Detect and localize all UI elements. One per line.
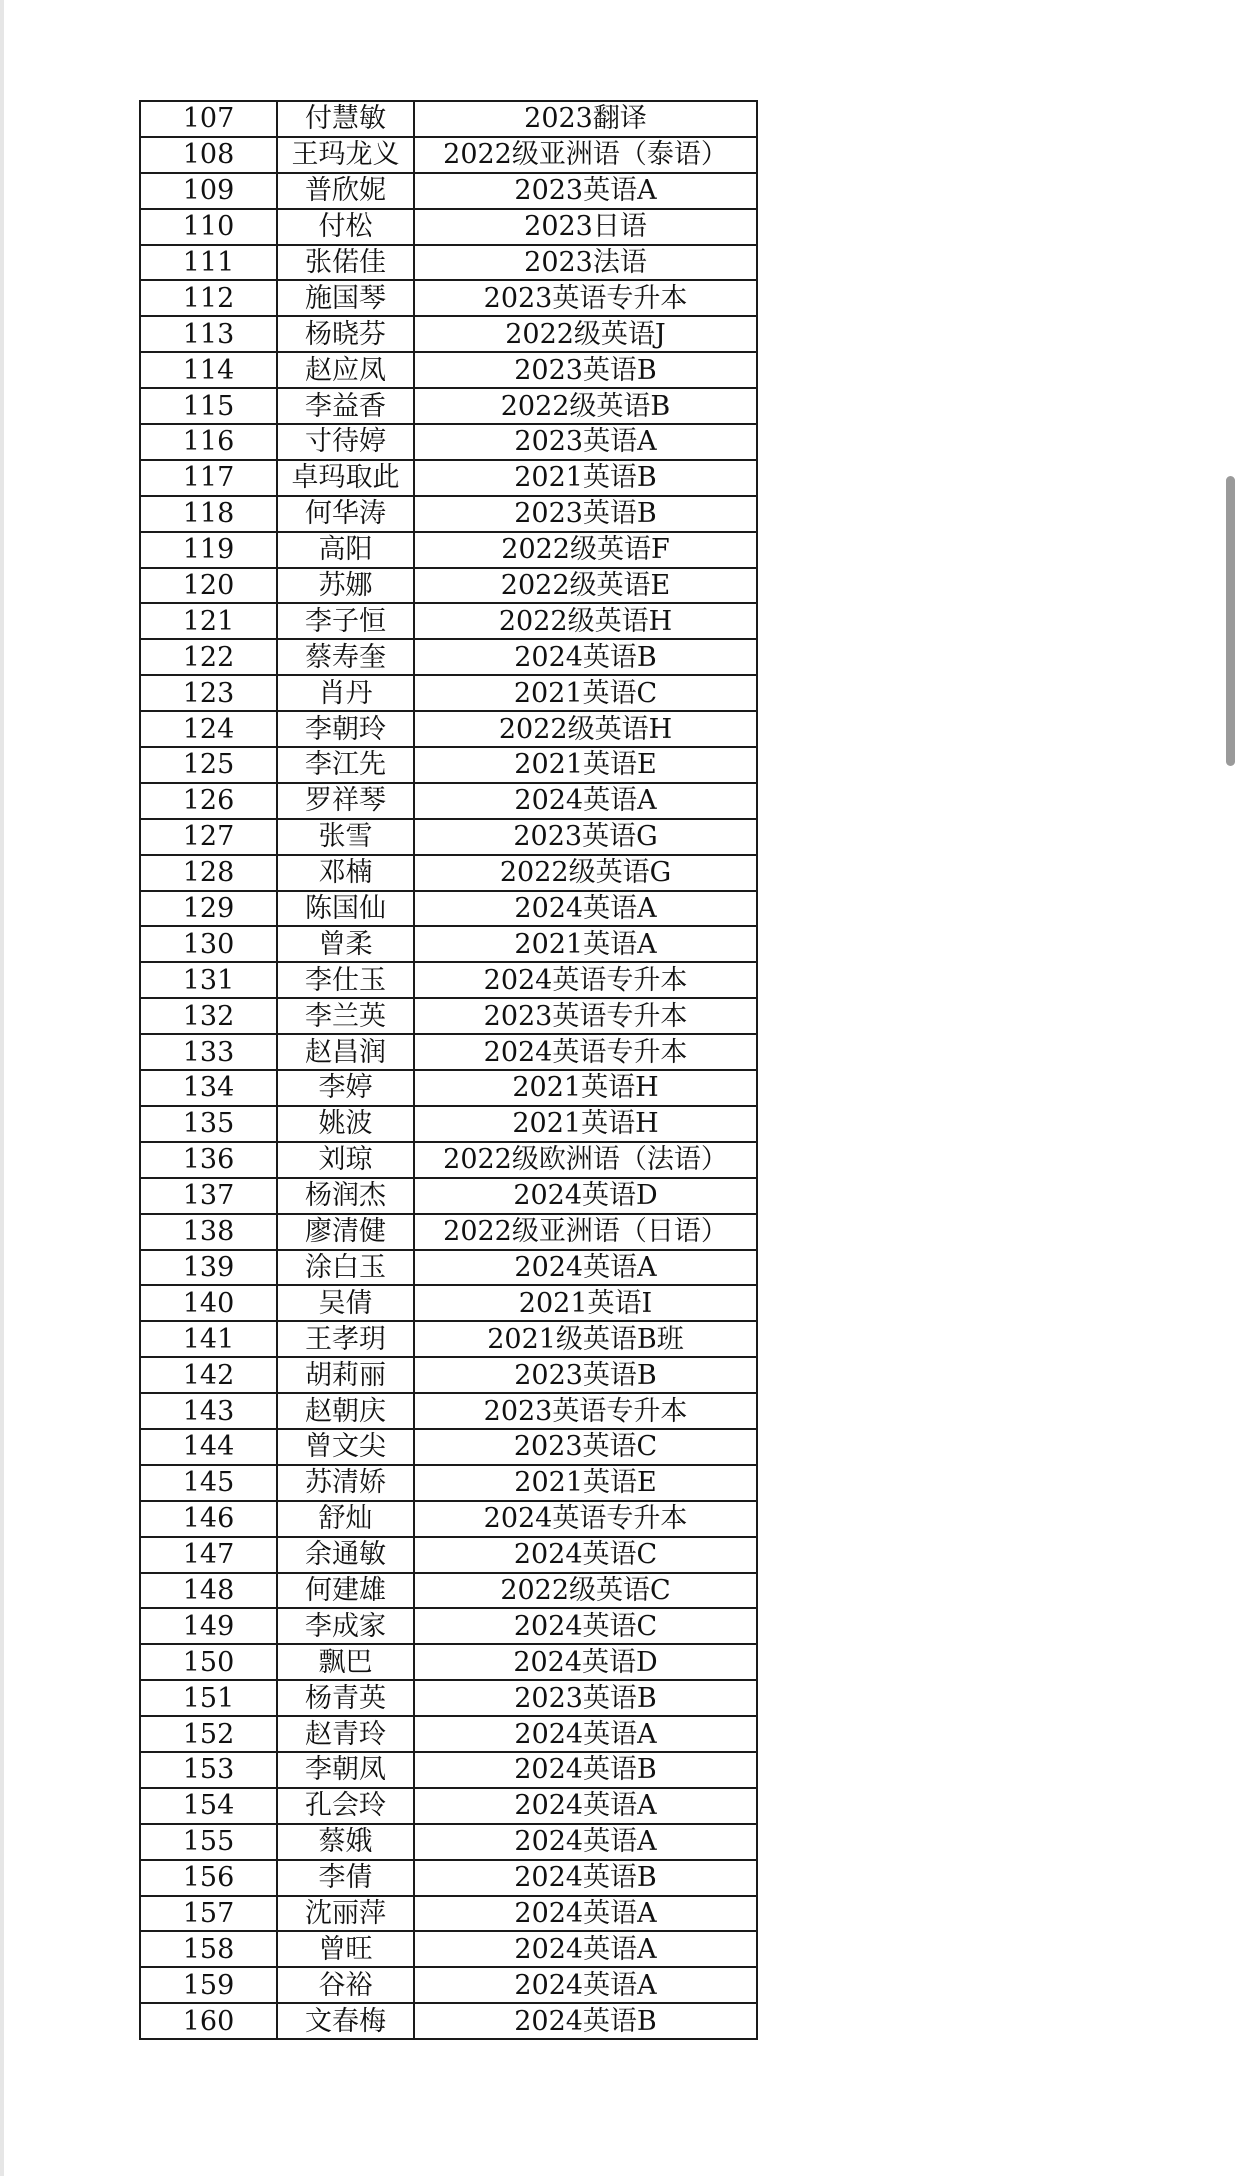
student-name-cell: 李朝凤 bbox=[277, 1752, 414, 1788]
table-row bbox=[140, 1573, 757, 1609]
table-row bbox=[140, 173, 757, 209]
student-name-cell: 杨润杰 bbox=[277, 1178, 414, 1214]
row-number-cell: 113 bbox=[140, 316, 277, 352]
row-number-cell: 135 bbox=[140, 1106, 277, 1142]
row-number-cell: 136 bbox=[140, 1142, 277, 1178]
table-row bbox=[140, 532, 757, 568]
roster-body bbox=[140, 101, 757, 2039]
class-name-cell: 2021级英语B班 bbox=[414, 1321, 757, 1357]
class-name-cell: 2024英语A bbox=[414, 1788, 757, 1824]
row-number-cell: 109 bbox=[140, 173, 277, 209]
roster-table bbox=[139, 100, 758, 2040]
table-row bbox=[140, 1034, 757, 1070]
table-row bbox=[140, 245, 757, 281]
student-name-cell: 舒灿 bbox=[277, 1501, 414, 1537]
table-row bbox=[140, 280, 757, 316]
row-number-cell: 145 bbox=[140, 1465, 277, 1501]
table-row bbox=[140, 1106, 757, 1142]
student-name-cell: 赵应凤 bbox=[277, 352, 414, 388]
student-name-cell: 沈丽萍 bbox=[277, 1896, 414, 1932]
class-name-cell: 2024英语D bbox=[414, 1644, 757, 1680]
student-name-cell: 曾柔 bbox=[277, 926, 414, 962]
class-name-cell: 2024英语专升本 bbox=[414, 962, 757, 998]
row-number-cell: 125 bbox=[140, 747, 277, 783]
row-number-cell: 154 bbox=[140, 1788, 277, 1824]
class-name-cell: 2022级亚洲语（日语） bbox=[414, 1214, 757, 1250]
row-number-cell: 124 bbox=[140, 711, 277, 747]
table-row bbox=[140, 1393, 757, 1429]
row-number-cell: 111 bbox=[140, 245, 277, 281]
row-number-cell: 119 bbox=[140, 532, 277, 568]
class-name-cell: 2021英语H bbox=[414, 1106, 757, 1142]
student-name-cell: 谷裕 bbox=[277, 1967, 414, 2003]
row-number-cell: 122 bbox=[140, 639, 277, 675]
class-name-cell: 2024英语A bbox=[414, 1967, 757, 2003]
table-row bbox=[140, 639, 757, 675]
class-name-cell: 2024英语B bbox=[414, 1860, 757, 1896]
table-row bbox=[140, 926, 757, 962]
student-name-cell: 肖丹 bbox=[277, 675, 414, 711]
class-name-cell: 2023英语B bbox=[414, 1357, 757, 1393]
row-number-cell: 142 bbox=[140, 1357, 277, 1393]
class-name-cell: 2023日语 bbox=[414, 209, 757, 245]
student-name-cell: 王孝玥 bbox=[277, 1321, 414, 1357]
class-name-cell: 2024英语A bbox=[414, 1824, 757, 1860]
class-name-cell: 2024英语C bbox=[414, 1608, 757, 1644]
table-row bbox=[140, 1250, 757, 1286]
row-number-cell: 129 bbox=[140, 891, 277, 927]
row-number-cell: 148 bbox=[140, 1573, 277, 1609]
class-name-cell: 2022级英语J bbox=[414, 316, 757, 352]
row-number-cell: 138 bbox=[140, 1214, 277, 1250]
student-name-cell: 赵昌润 bbox=[277, 1034, 414, 1070]
row-number-cell: 157 bbox=[140, 1896, 277, 1932]
class-name-cell: 2021英语C bbox=[414, 675, 757, 711]
table-row bbox=[140, 998, 757, 1034]
table-row bbox=[140, 1285, 757, 1321]
student-name-cell: 罗祥琴 bbox=[277, 783, 414, 819]
class-name-cell: 2022级欧洲语（法语） bbox=[414, 1142, 757, 1178]
class-name-cell: 2023英语专升本 bbox=[414, 280, 757, 316]
class-name-cell: 2022级英语C bbox=[414, 1573, 757, 1609]
class-name-cell: 2024英语A bbox=[414, 1896, 757, 1932]
table-row bbox=[140, 1896, 757, 1932]
student-name-cell: 苏清娇 bbox=[277, 1465, 414, 1501]
table-row bbox=[140, 855, 757, 891]
class-name-cell: 2024英语C bbox=[414, 1537, 757, 1573]
row-number-cell: 117 bbox=[140, 460, 277, 496]
student-name-cell: 陈国仙 bbox=[277, 891, 414, 927]
table-row bbox=[140, 1214, 757, 1250]
row-number-cell: 156 bbox=[140, 1860, 277, 1896]
student-name-cell: 赵青玲 bbox=[277, 1716, 414, 1752]
row-number-cell: 114 bbox=[140, 352, 277, 388]
class-name-cell: 2022级英语E bbox=[414, 568, 757, 604]
student-name-cell: 李仕玉 bbox=[277, 962, 414, 998]
student-name-cell: 李朝玲 bbox=[277, 711, 414, 747]
class-name-cell: 2023英语C bbox=[414, 1429, 757, 1465]
table-row bbox=[140, 1680, 757, 1716]
student-name-cell: 施国琴 bbox=[277, 280, 414, 316]
student-name-cell: 文春梅 bbox=[277, 2003, 414, 2039]
student-name-cell: 王玛龙义 bbox=[277, 137, 414, 173]
table-row bbox=[140, 819, 757, 855]
table-row bbox=[140, 1501, 757, 1537]
table-row bbox=[140, 1357, 757, 1393]
student-name-cell: 孔会玲 bbox=[277, 1788, 414, 1824]
class-name-cell: 2023英语B bbox=[414, 1680, 757, 1716]
row-number-cell: 131 bbox=[140, 962, 277, 998]
class-name-cell: 2024英语B bbox=[414, 639, 757, 675]
student-name-cell: 苏娜 bbox=[277, 568, 414, 604]
table-row bbox=[140, 1967, 757, 2003]
class-name-cell: 2024英语A bbox=[414, 1250, 757, 1286]
student-name-cell: 邓楠 bbox=[277, 855, 414, 891]
class-name-cell: 2024英语专升本 bbox=[414, 1034, 757, 1070]
student-name-cell: 李倩 bbox=[277, 1860, 414, 1896]
row-number-cell: 160 bbox=[140, 2003, 277, 2039]
class-name-cell: 2022级英语G bbox=[414, 855, 757, 891]
row-number-cell: 140 bbox=[140, 1285, 277, 1321]
student-name-cell: 付松 bbox=[277, 209, 414, 245]
table-row bbox=[140, 496, 757, 532]
table-row bbox=[140, 1178, 757, 1214]
table-row bbox=[140, 711, 757, 747]
row-number-cell: 126 bbox=[140, 783, 277, 819]
table-row bbox=[140, 1142, 757, 1178]
table-row bbox=[140, 137, 757, 173]
table-row bbox=[140, 1716, 757, 1752]
row-number-cell: 123 bbox=[140, 675, 277, 711]
class-name-cell: 2024英语D bbox=[414, 1178, 757, 1214]
table-row bbox=[140, 1321, 757, 1357]
row-number-cell: 155 bbox=[140, 1824, 277, 1860]
student-name-cell: 赵朝庆 bbox=[277, 1393, 414, 1429]
student-name-cell: 何建雄 bbox=[277, 1573, 414, 1609]
row-number-cell: 133 bbox=[140, 1034, 277, 1070]
table-row bbox=[140, 2003, 757, 2039]
table-row bbox=[140, 1608, 757, 1644]
class-name-cell: 2021英语E bbox=[414, 1465, 757, 1501]
class-name-cell: 2024英语专升本 bbox=[414, 1501, 757, 1537]
student-name-cell: 李子恒 bbox=[277, 603, 414, 639]
row-number-cell: 153 bbox=[140, 1752, 277, 1788]
row-number-cell: 151 bbox=[140, 1680, 277, 1716]
table-row bbox=[140, 1644, 757, 1680]
student-name-cell: 张雪 bbox=[277, 819, 414, 855]
student-name-cell: 廖清健 bbox=[277, 1214, 414, 1250]
class-name-cell: 2022级英语B bbox=[414, 388, 757, 424]
class-name-cell: 2023英语专升本 bbox=[414, 1393, 757, 1429]
student-name-cell: 刘琼 bbox=[277, 1142, 414, 1178]
class-name-cell: 2023英语专升本 bbox=[414, 998, 757, 1034]
table-row bbox=[140, 747, 757, 783]
student-name-cell: 李江先 bbox=[277, 747, 414, 783]
table-row bbox=[140, 1860, 757, 1896]
row-number-cell: 120 bbox=[140, 568, 277, 604]
row-number-cell: 152 bbox=[140, 1716, 277, 1752]
class-name-cell: 2021英语A bbox=[414, 926, 757, 962]
row-number-cell: 115 bbox=[140, 388, 277, 424]
student-name-cell: 李兰英 bbox=[277, 998, 414, 1034]
table-row bbox=[140, 1788, 757, 1824]
table-row bbox=[140, 460, 757, 496]
student-name-cell: 胡莉丽 bbox=[277, 1357, 414, 1393]
class-name-cell: 2024英语A bbox=[414, 783, 757, 819]
table-row bbox=[140, 568, 757, 604]
row-number-cell: 127 bbox=[140, 819, 277, 855]
table-row bbox=[140, 1824, 757, 1860]
row-number-cell: 118 bbox=[140, 496, 277, 532]
table-row bbox=[140, 962, 757, 998]
student-name-cell: 寸待婷 bbox=[277, 424, 414, 460]
row-number-cell: 116 bbox=[140, 424, 277, 460]
table-row bbox=[140, 1752, 757, 1788]
student-name-cell: 杨晓芬 bbox=[277, 316, 414, 352]
class-name-cell: 2023法语 bbox=[414, 245, 757, 281]
table-row bbox=[140, 209, 757, 245]
student-name-cell: 普欣妮 bbox=[277, 173, 414, 209]
student-name-cell: 蔡娥 bbox=[277, 1824, 414, 1860]
row-number-cell: 134 bbox=[140, 1070, 277, 1106]
row-number-cell: 150 bbox=[140, 1644, 277, 1680]
student-name-cell: 李益香 bbox=[277, 388, 414, 424]
table-row bbox=[140, 1070, 757, 1106]
row-number-cell: 112 bbox=[140, 280, 277, 316]
row-number-cell: 143 bbox=[140, 1393, 277, 1429]
table-row bbox=[140, 424, 757, 460]
student-name-cell: 吴倩 bbox=[277, 1285, 414, 1321]
student-name-cell: 余通敏 bbox=[277, 1537, 414, 1573]
table-row bbox=[140, 783, 757, 819]
table-row bbox=[140, 1429, 757, 1465]
class-name-cell: 2023英语B bbox=[414, 352, 757, 388]
student-name-cell: 蔡寿奎 bbox=[277, 639, 414, 675]
table-row bbox=[140, 1537, 757, 1573]
row-number-cell: 128 bbox=[140, 855, 277, 891]
class-name-cell: 2023英语A bbox=[414, 173, 757, 209]
row-number-cell: 121 bbox=[140, 603, 277, 639]
student-name-cell: 涂白玉 bbox=[277, 1250, 414, 1286]
class-name-cell: 2023英语G bbox=[414, 819, 757, 855]
student-name-cell: 飘巴 bbox=[277, 1644, 414, 1680]
class-name-cell: 2024英语A bbox=[414, 891, 757, 927]
class-name-cell: 2022级亚洲语（泰语） bbox=[414, 137, 757, 173]
row-number-cell: 147 bbox=[140, 1537, 277, 1573]
student-name-cell: 曾文尖 bbox=[277, 1429, 414, 1465]
row-number-cell: 158 bbox=[140, 1931, 277, 1967]
class-name-cell: 2021英语H bbox=[414, 1070, 757, 1106]
class-name-cell: 2022级英语H bbox=[414, 711, 757, 747]
student-name-cell: 李婷 bbox=[277, 1070, 414, 1106]
table-row bbox=[140, 388, 757, 424]
row-number-cell: 144 bbox=[140, 1429, 277, 1465]
student-name-cell: 付慧敏 bbox=[277, 101, 414, 137]
row-number-cell: 149 bbox=[140, 1608, 277, 1644]
student-name-cell: 李成家 bbox=[277, 1608, 414, 1644]
student-name-cell: 曾旺 bbox=[277, 1931, 414, 1967]
row-number-cell: 130 bbox=[140, 926, 277, 962]
class-name-cell: 2021英语I bbox=[414, 1285, 757, 1321]
table-row bbox=[140, 1465, 757, 1501]
student-name-cell: 高阳 bbox=[277, 532, 414, 568]
student-name-cell: 姚波 bbox=[277, 1106, 414, 1142]
row-number-cell: 159 bbox=[140, 1967, 277, 2003]
row-number-cell: 146 bbox=[140, 1501, 277, 1537]
class-name-cell: 2021英语B bbox=[414, 460, 757, 496]
page-edge bbox=[0, 0, 4, 2176]
student-name-cell: 卓玛取此 bbox=[277, 460, 414, 496]
row-number-cell: 141 bbox=[140, 1321, 277, 1357]
row-number-cell: 137 bbox=[140, 1178, 277, 1214]
table-row bbox=[140, 675, 757, 711]
table-row bbox=[140, 352, 757, 388]
class-name-cell: 2022级英语H bbox=[414, 603, 757, 639]
class-name-cell: 2021英语E bbox=[414, 747, 757, 783]
row-number-cell: 110 bbox=[140, 209, 277, 245]
table-row bbox=[140, 891, 757, 927]
class-name-cell: 2023翻译 bbox=[414, 101, 757, 137]
table-row bbox=[140, 603, 757, 639]
student-name-cell: 何华涛 bbox=[277, 496, 414, 532]
student-name-cell: 杨青英 bbox=[277, 1680, 414, 1716]
class-name-cell: 2024英语B bbox=[414, 1752, 757, 1788]
row-number-cell: 108 bbox=[140, 137, 277, 173]
row-number-cell: 107 bbox=[140, 101, 277, 137]
class-name-cell: 2023英语A bbox=[414, 424, 757, 460]
class-name-cell: 2024英语A bbox=[414, 1716, 757, 1752]
class-name-cell: 2022级英语F bbox=[414, 532, 757, 568]
table-row bbox=[140, 101, 757, 137]
table-row bbox=[140, 1931, 757, 1967]
class-name-cell: 2024英语A bbox=[414, 1931, 757, 1967]
row-number-cell: 132 bbox=[140, 998, 277, 1034]
class-name-cell: 2024英语B bbox=[414, 2003, 757, 2039]
class-name-cell: 2023英语B bbox=[414, 496, 757, 532]
student-name-cell: 张偌佳 bbox=[277, 245, 414, 281]
row-number-cell: 139 bbox=[140, 1250, 277, 1286]
vertical-scrollbar[interactable] bbox=[1226, 476, 1235, 766]
table-row bbox=[140, 316, 757, 352]
